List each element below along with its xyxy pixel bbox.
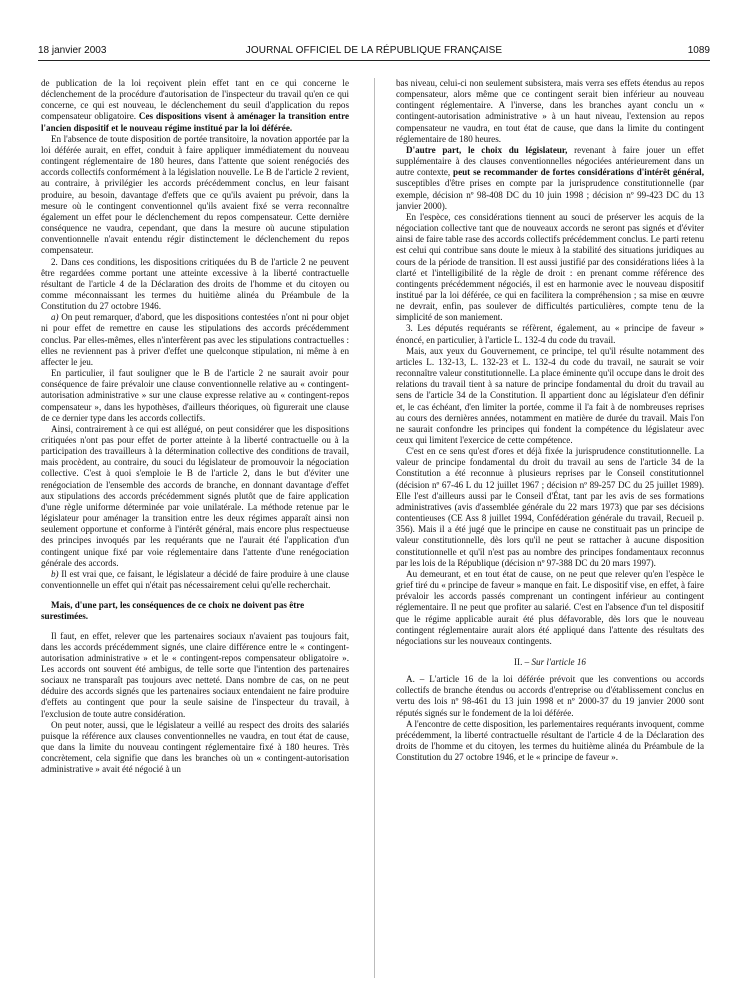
paragraph-text: revenant à faire jouer un effet supplémentaire à des clauses conventionnelles négociées antérieurement dans un autre contexte, [396, 144, 704, 178]
right-column [396, 78, 704, 978]
section-number: II. – [514, 656, 530, 667]
paragraph: On peut noter, aussi, que le législateur a veillé au respect des droits des salariés puisque la référence aux clauses conventionnelles ne vaudra, en tout état de cause, que dans la limite du nouveau contingent réglementaire fixé à 180 heures. Très concrètement, cela signifie que dans les branches où un « contingent-autorisation administrative » avait été négocié à un [41, 719, 349, 775]
paragraph-text: On peut remarquer, d'abord, que les dispositions contestées n'ont ni pour objet ni pour effet de remettre en cause les stipulations des accords précédemment conclus. Par elles-mêmes, elles n'interfèrent pas avec les stipulations contractuelles : elles ne reviennent pas à priver d'effet une quelconque stipulation, ni même à en affecter le jeu. [41, 312, 349, 367]
paragraph: En l'espèce, ces considérations tiennent au souci de préserver les acquis de la négociation collective tant que de nouveaux accords ne seront pas signés et d'éviter ainsi de faire table rase des accords collectifs précédemment conclus. Le parti retenu est celui qui contribue sans doute le mieux à la stabilité des situations juridiques au cours de la période de transition. Il est aussi justifié par des considérations liées à la clarté et l'intelligibilité de la règle de droit : en prenant comme référence des contingents précédemment négociés, il est en harmonie avec le nouveau dispositif institué par la loi déférée, ce qui en facilitera la compréhension ; sa mise en œuvre ne devrait, enfin, pas soulever de difficultés particulières, compte tenu de la simplicité de son maniement. [396, 211, 704, 323]
paragraph-text: de publication de la loi reçoivent plein effet tant en ce qui concerne le déclenchement de la procédure d'autorisation de l'inspecteur du travail qu'en ce qui concerne, ce qui est nouveau, le déclenchement du seuil d'application du repos compensateur obligatoire. [41, 78, 349, 122]
paragraph [396, 145, 704, 212]
paragraph: En l'absence de toute disposition de portée transitoire, la novation apportée par la loi déférée aurait, en effet, conduit à faire appliquer immédiatement du nouveau contingent réglementaire de 180 heures, dans l'attente que soient renégociés des accords collectifs conformément à la législation nouvelle. Le B de l'article 2 revient, au contraire, à privilégier les accords précédemment conclus, en leur faisant produire, au besoin, davantage d'effets que ce qu'ils avaient pu prévoir, dans la mesure où le contingent conventionnel qu'ils avaient fixé se verra reconnaître également un effet pour le déclenchement du repos compensateur. Cette dernière conséquence ne vaudra, cependant, que dans la mesure où aucune stipulation conventionnelle n'avait entendu régir distinctement le déclenchement du repos compensateur. [41, 133, 349, 256]
column-divider [374, 78, 375, 978]
paragraph-text: Il est vrai que, ce faisant, le législateur a décidé de faire produire à une clause conventionnelle un effet qui n'était pas nécessairement celui qu'elle recherchait. [41, 568, 349, 591]
paragraph: Il faut, en effet, relever que les partenaires sociaux n'avaient pas toujours fait, dans les accords précédemment signés, une claire différence entre le « contingent-autorisation administrative » et le « contingent-repos compensateur obligatoire ». Les accords ont souvent été ambigus, de telle sorte que l'intention des partenaires sociaux ne transparaît pas toujours avec netteté. Dans nombre de cas, on ne peut déduire des accords signés que les partenaires sociaux entendaient ne faire produire d'effets au contingent que pour la seule saisine de l'inspecteur du travail, à l'exclusion de toute autre considération. [41, 630, 349, 719]
header-page-number: 1089 [687, 45, 710, 56]
header-date: 18 janvier 2003 [38, 45, 107, 56]
emphasis-text: peut se recommander de fortes considérations d'intérêt général, [453, 167, 704, 178]
page-header [38, 43, 710, 59]
paragraph: 2. Dans ces conditions, les dispositions critiquées du B de l'article 2 ne peuvent être regardées comme portant une atteinte excessive à la liberté contractuelle résultant de l'article 4 de la Déclaration des droits de l'homme et du citoyen ou comme méconnaissant les termes du huitième alinéa du Préambule de la Constitution du 27 octobre 1946. [41, 256, 349, 312]
section-title-text: Sur l'article 16 [531, 656, 586, 667]
paragraph: 3. Les députés requérants se réfèrent, également, au « principe de faveur » énoncé, en particulier, à l'article L. 132-4 du code du travail. [396, 323, 704, 345]
paragraph: Ainsi, contrairement à ce qui est allégué, on peut considérer que les dispositions critiquées n'ont pas pour effet de porter atteinte à la liberté contractuelle ou à la participation des travailleurs à la détermination collective des conditions de travail, mais procèdent, au contraire, du souci du législateur de promouvoir la négociation collective. C'est à quoi s'emploie le B de l'article 2, dans le but d'éviter une renégociation de l'ensemble des accords de branche, en donnant davantage d'effet aux stipulations des accords précédemment signés plutôt que de faire application d'une règle uniforme déterminée par voie unilatérale. La méthode retenue par le législateur pour aménager la transition entre les deux régimes apparaît ainsi non seulement opportune et conforme à l'intérêt général, mais encore plus respectueuse des principes invoqués par les requérants que ne l'aurait été l'application d'un contingent unique fixé par voie réglementaire dans l'attente d'une renégociation générale des accords. [41, 423, 349, 568]
paragraph [41, 312, 349, 368]
emphasis-text: Ces dispositions visent à aménager la transition entre l'ancien dispositif et le nouveau régime institué par la loi déférée. [41, 111, 349, 133]
header-journal-title: JOURNAL OFFICIEL DE LA RÉPUBLIQUE FRANÇAISE [245, 45, 503, 56]
paragraph: A l'encontre de cette disposition, les parlementaires requérants invoquent, comme précédemment, la liberté contractuelle résultant de l'article 4 de la Déclaration des droits de l'homme et du citoyen, les termes du huitième alinéa du Préambule de la Constitution du 27 octobre 1946, et le « principe de faveur ». [396, 718, 704, 763]
header-rule [38, 60, 710, 61]
item-label: a) [51, 312, 59, 323]
paragraph-text: susceptibles d'être prises en compte par la jurisprudence constitutionnelle (par exemple, décision nº 98-408 DC du 10 juin 1998 ; décision nº 99-423 DC du 13 janvier 2000). [396, 178, 704, 211]
item-label: b) [51, 568, 59, 579]
paragraph: C'est en ce sens qu'est d'ores et déjà fixée la jurisprudence constitutionnelle. La valeur de principe fondamental du droit du travail au sens de l'article 34 de la Constitution a été reconnue à plusieurs reprises par le Conseil constitutionnel (décision nº 67-46 L du 12 juillet 1967 ; décision nº 89-257 DC du 25 juillet 1989). Elle l'est d'ailleurs aussi par le Conseil d'État, tant par les avis de ses formations administratives (avis d'assemblée générale du 22 mars 1973) que par ses décisions contentieuses (CE Ass 8 juillet 1994, Confédération générale du travail, Recueil p. 356). Mais il a été jugé que le principe en cause ne constituait pas un principe de valeur constitutionnelle, dès lors qu'il ne peut se rattacher à aucune disposition constitutionnelle et qu'il n'est pas au nombre des principes fondamentaux reconnus par les lois de la République (décision nº 97-388 DC du 20 mars 1997). [396, 446, 704, 568]
section-title [396, 657, 704, 668]
paragraph [41, 569, 349, 591]
paragraph [41, 78, 349, 134]
bold-heading: Mais, d'une part, les conséquences de ce choix ne doivent pas être surestimées. [41, 600, 305, 622]
paragraph: Mais, aux yeux du Gouvernement, ce principe, tel qu'il résulte notamment des articles L. 132-13, L. 132-23 et L. 132-4 du code du travail, ne saurait se voir reconnaître valeur constitutionnelle. La place éminente qu'il occupe dans le droit des relations du travail tient à sa nature de principe fondamental du droit du travail au sens de l'article 34 de la Constitution. Il appartient donc au législateur d'en définir et, le cas échéant, d'en limiter la portée, comme il l'a fait à de nombreuses reprises au cours des dernières années, notamment en matière de durée du travail. Mais l'on ne saurait confondre les principes qui fondent la compétence du législateur avec ceux qui limitent l'exercice de cette compétence. [396, 345, 704, 445]
paragraph: bas niveau, celui-ci non seulement subsistera, mais verra ses effets étendus au repos compensateur, alors même que ce contingent serait bien inférieur au nouveau contingent réglementaire. A l'inverse, dans les branches ayant conclu un « contingent-autorisation administrative » à un haut niveau, l'extension au repos compensateur ne vaudra, en tout état de cause, que dans la limite du contingent réglementaire de 180 heures. [396, 78, 704, 144]
emphasis-text: D'autre part, le choix du législateur, [406, 144, 568, 155]
paragraph: Au demeurant, et en tout état de cause, on ne peut que relever qu'en l'espèce le grief tiré du « principe de faveur » manque en fait. Le dispositif vise, en effet, à faire prévaloir les accords passés comprenant un contingent inférieur au contingent réglementaire. Il ne peut que profiter au salarié. C'est en l'absence d'un tel dispositif que le régime applicable aurait été plus défavorable, dès lors que le nouveau contingent réglementaire aurait alors été appliqué dans l'attente des résultats des négociations sur les nouveaux contingents. [396, 568, 704, 646]
left-column [41, 78, 349, 978]
paragraph: A. – L'article 16 de la loi déférée prévoit que les conventions ou accords collectifs de branche étendus ou accords d'entreprise ou d'établissement conclus en vertu des lois nº 98-461 du 13 juin 1998 et nº 2000-37 du 19 janvier 2000 sont réputés signés sur le fondement de la loi déférée. [396, 674, 704, 718]
paragraph: En particulier, il faut souligner que le B de l'article 2 ne saurait avoir pour conséquence de faire prévaloir une clause conventionnelle relative au « contingent-autorisation administrative » sur une clause expresse relative au « contingent-repos compensateur », dans les hypothèses, d'ailleurs théoriques, où figurerait une clause de ce dernier type dans les accords collectifs. [41, 368, 349, 423]
